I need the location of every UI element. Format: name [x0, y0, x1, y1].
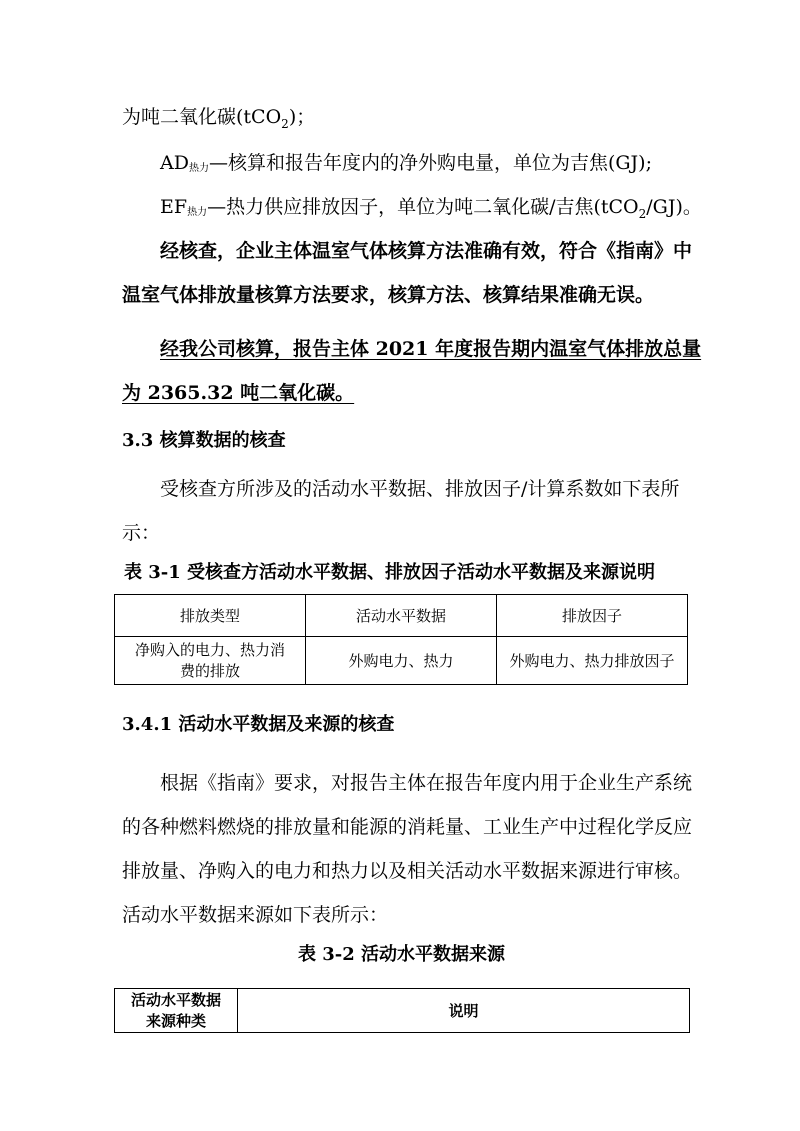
conclusion-line-1: 经核查，企业主体温室气体核算方法准确有效，符合《指南》中 — [160, 240, 693, 262]
ad-symbol: AD — [160, 152, 189, 174]
header-description: 说明 — [238, 989, 690, 1033]
ef-subscript: 热力 — [187, 207, 208, 218]
cell-activity-data: 外购电力、热力 — [306, 637, 497, 685]
unit-text-end: )； — [288, 106, 316, 128]
paragraph-3-4-1-line-1: 根据《指南》要求，对报告主体在报告年度内用于企业生产系统 — [160, 772, 693, 794]
cell-text-line: 费的排放 — [179, 661, 240, 680]
table-3-1 — [114, 594, 688, 685]
subscript: 2 — [281, 116, 289, 131]
ef-definition — [160, 194, 702, 227]
ad-definition — [160, 150, 652, 182]
cell-emission-type — [115, 637, 306, 685]
table-row — [115, 637, 688, 685]
header-source-type — [115, 989, 238, 1033]
table-header-row — [115, 989, 690, 1033]
header-activity-data: 活动水平数据 — [306, 595, 497, 637]
header-text-line: 来源种类 — [145, 1011, 206, 1030]
cell-text-line: 净购入的电力、热力消 — [134, 640, 285, 659]
table-3-2 — [114, 988, 690, 1033]
ef-text-end: /GJ)。 — [646, 196, 702, 218]
table-3-2-caption: 表 3-2 活动水平数据来源 — [298, 944, 506, 965]
table-3-1-caption: 表 3-1 受核查方活动水平数据、排放因子活动水平数据及来源说明 — [124, 562, 656, 583]
formula-unit-line — [122, 104, 315, 137]
ef-text-subscript: 2 — [638, 206, 647, 221]
header-text-line: 活动水平数据 — [130, 990, 221, 1009]
paragraph-3-3-line-1: 受核查方所涉及的活动水平数据、排放因子/计算系数如下表所 — [160, 478, 680, 500]
paragraph-3-4-1-line-4: 活动水平数据来源如下表所示： — [122, 904, 389, 926]
section-heading-3-3: 3.3 核算数据的核查 — [122, 430, 286, 451]
conclusion-line-2: 温室气体排放量核算方法要求，核算方法、核算结果准确无误。 — [122, 284, 655, 306]
ef-text: —热力供应排放因子，单位为吨二氧化碳/吉焦(tCO — [207, 196, 639, 218]
unit-text: 为吨二氧化碳(tCO — [122, 106, 282, 128]
header-emission-factor: 排放因子 — [497, 595, 688, 637]
header-emission-type: 排放类型 — [115, 595, 306, 637]
paragraph-3-3-line-2: 示： — [122, 522, 161, 544]
table-header-row — [115, 595, 688, 637]
ad-text: —核算和报告年度内的净外购电量，单位为吉焦(GJ); — [208, 152, 652, 174]
total-emissions-line-1: 经我公司核算，报告主体 2021 年度报告期内温室气体排放总量 — [160, 338, 702, 360]
paragraph-3-4-1-line-2: 的各种燃料燃烧的排放量和能源的消耗量、工业生产中过程化学反应 — [122, 816, 693, 838]
ef-symbol: EF — [160, 196, 188, 218]
total-emissions-line-2: 为 2365.32 吨二氧化碳。 — [122, 382, 355, 404]
ad-subscript: 热力 — [188, 163, 209, 174]
section-heading-3-4-1: 3.4.1 活动水平数据及来源的核查 — [122, 714, 395, 735]
paragraph-3-4-1-line-3: 排放量、净购入的电力和热力以及相关活动水平数据来源进行审核。 — [122, 860, 693, 882]
cell-emission-factor: 外购电力、热力排放因子 — [497, 637, 688, 685]
